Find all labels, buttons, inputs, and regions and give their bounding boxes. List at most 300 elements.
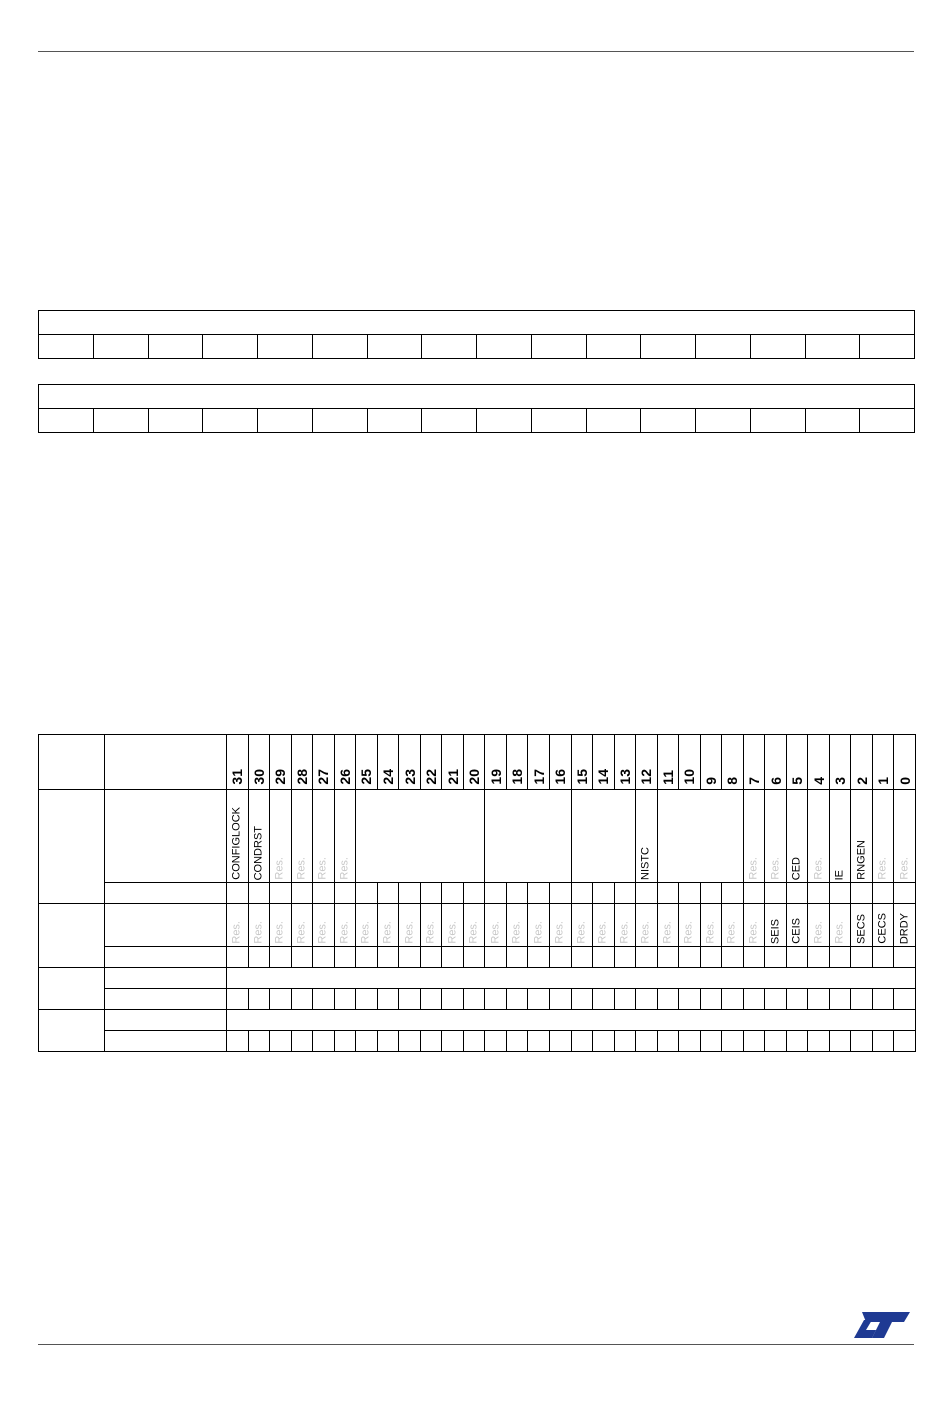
reset-value-cell (765, 989, 787, 1010)
field-cell (399, 904, 421, 947)
field-cell (808, 790, 830, 883)
reset-value-cell (872, 947, 894, 968)
field-cell (442, 904, 464, 947)
field-cell (571, 904, 593, 947)
offset-cell (39, 904, 105, 968)
field-label: Res. (273, 921, 286, 944)
reset-value-cell (528, 989, 550, 1010)
reset-value-cell (485, 883, 507, 904)
reset-value-cell (549, 947, 571, 968)
field-label: Res. (553, 921, 566, 944)
field-label: Res. (489, 921, 502, 944)
field-cell (463, 904, 485, 947)
field-cell (872, 904, 894, 947)
reset-value-cell (894, 989, 916, 1010)
field-label: Res. (769, 857, 782, 880)
bit-number-cell (722, 735, 744, 790)
offset-header-cell (39, 735, 105, 790)
field-label: Res. (747, 857, 760, 880)
bit-number-cell (227, 735, 249, 790)
field-label: Res. (661, 921, 674, 944)
bit-number-label: 14 (595, 769, 612, 785)
field-cell (851, 790, 873, 883)
reset-value-cell (356, 883, 378, 904)
reset-value-cell (894, 883, 916, 904)
reset-value-cell (442, 989, 464, 1010)
reset-value-cell (377, 947, 399, 968)
bit-number-label: 4 (810, 777, 827, 785)
reset-value-cell (377, 883, 399, 904)
field-label: Res. (338, 921, 351, 944)
bit-number-label: 20 (466, 769, 483, 785)
reset-value-cell (829, 1031, 851, 1052)
field-cell (786, 904, 808, 947)
reset-value-cell (506, 947, 528, 968)
bit-number-label: 30 (250, 769, 267, 785)
field-label: SECS (855, 914, 868, 944)
field-cell (657, 904, 679, 947)
bit-field-table-lower (38, 384, 915, 433)
bit-number-cell (614, 735, 636, 790)
reset-value-cell (270, 1031, 292, 1052)
reset-value-cell (528, 1031, 550, 1052)
register-header-cell (105, 735, 227, 790)
bit-cell (860, 409, 915, 433)
reset-value-cell (657, 1031, 679, 1052)
reset-value-cell (420, 989, 442, 1010)
bit-cell (203, 335, 258, 359)
bit-number-cell (765, 735, 787, 790)
bit-cell (367, 335, 422, 359)
reset-value-cell (636, 947, 658, 968)
field-label: CONFIGLOCK (230, 807, 243, 880)
reset-value-cell (722, 989, 744, 1010)
field-label: CEIS (790, 918, 803, 944)
field-cell (829, 904, 851, 947)
reset-value-cell (743, 989, 765, 1010)
bit-cell (93, 409, 148, 433)
reset-value-cell (227, 883, 249, 904)
bit-cell (750, 335, 805, 359)
reset-value-cell (571, 1031, 593, 1052)
field-cell (743, 790, 765, 883)
bit-number-cell (291, 735, 313, 790)
reset-value-cell (399, 947, 421, 968)
reset-value-cell (506, 883, 528, 904)
bit-number-label: 25 (358, 769, 375, 785)
reset-value-cell (743, 1031, 765, 1052)
bit-number-cell (549, 735, 571, 790)
reset-value-cell (313, 883, 335, 904)
bit-number-label: 5 (789, 777, 806, 785)
bit-number-cell (313, 735, 335, 790)
reset-value-cell (829, 989, 851, 1010)
reset-value-cell (248, 883, 270, 904)
field-cell (334, 904, 356, 947)
reset-value-cell (442, 947, 464, 968)
reset-value-cell (700, 883, 722, 904)
bit-number-cell (636, 735, 658, 790)
bit-number-label: 10 (681, 769, 698, 785)
bit-cell (203, 409, 258, 433)
reset-value-cell (657, 947, 679, 968)
register-name-cell (105, 790, 227, 883)
field-cell (743, 904, 765, 947)
reset-value-cell (722, 1031, 744, 1052)
bit-cell (586, 409, 641, 433)
bit-number-label: 12 (638, 769, 655, 785)
bit-number-cell (356, 735, 378, 790)
field-cell (894, 904, 916, 947)
reset-value-cell (636, 883, 658, 904)
bit-number-label: 11 (659, 770, 676, 785)
field-label: Res. (876, 857, 889, 880)
reset-value-cell (593, 947, 615, 968)
field-label: CECS (876, 913, 889, 944)
reset-value-cell (700, 947, 722, 968)
bit-cell (93, 335, 148, 359)
field-label: IE (833, 869, 846, 880)
field-cell (291, 904, 313, 947)
bit-cell (39, 409, 94, 433)
field-label: Res. (252, 921, 265, 944)
bit-cell (367, 409, 422, 433)
field-cell (700, 904, 722, 947)
field-cell (485, 904, 507, 947)
field-label: Res. (424, 921, 437, 944)
reset-value-cell (420, 947, 442, 968)
reset-value-cell (420, 883, 442, 904)
bit-cell (148, 409, 203, 433)
field-label: Res. (403, 921, 416, 944)
field-cell (270, 904, 292, 947)
reset-value-cell (485, 947, 507, 968)
bit-number-cell (463, 735, 485, 790)
bit-cell (477, 335, 532, 359)
bit-number-label: 31 (229, 769, 246, 785)
reset-value-cell (851, 883, 873, 904)
field-cell (227, 1010, 916, 1031)
bit-number-cell (593, 735, 615, 790)
reset-value-cell (463, 883, 485, 904)
reset-value-cell (270, 947, 292, 968)
bit-cell (258, 335, 313, 359)
reset-value-cell (442, 1031, 464, 1052)
bit-number-cell (851, 735, 873, 790)
reset-value-cell (786, 989, 808, 1010)
bit-cell (696, 409, 751, 433)
bit-number-label: 19 (487, 769, 504, 785)
field-cell (593, 904, 615, 947)
field-label: Res. (273, 857, 286, 880)
field-cell (506, 904, 528, 947)
field-cell (851, 904, 873, 947)
bit-cell (696, 335, 751, 359)
bit-number-cell (700, 735, 722, 790)
field-cell (765, 790, 787, 883)
offset-cell (39, 968, 105, 1010)
field-label: Res. (295, 921, 308, 944)
reset-value-cell (270, 883, 292, 904)
bit-field-table-upper (38, 310, 915, 359)
reset-value-cell (614, 947, 636, 968)
field-cell (722, 904, 744, 947)
register-name-cell (105, 968, 227, 989)
field-cell (334, 790, 356, 883)
field-label: Res. (898, 857, 911, 880)
reset-value-cell (442, 883, 464, 904)
field-cell (227, 968, 916, 989)
field-label: Res. (359, 921, 372, 944)
bit-number-cell (334, 735, 356, 790)
reset-value-cell (291, 883, 313, 904)
reset-value-cell (356, 989, 378, 1010)
reset-value-cell (722, 883, 744, 904)
field-cell (786, 790, 808, 883)
bit-number-cell (829, 735, 851, 790)
reset-value-cell (786, 1031, 808, 1052)
field-cell (872, 790, 894, 883)
reset-value-cell (528, 947, 550, 968)
bit-number-label: 0 (896, 777, 913, 785)
bit-number-cell (808, 735, 830, 790)
bit-number-label: 9 (702, 777, 719, 785)
field-cell (636, 790, 658, 883)
bit-number-label: 21 (444, 769, 461, 785)
reset-value-cell (291, 1031, 313, 1052)
field-label: Res. (704, 921, 717, 944)
reset-value-cell (829, 883, 851, 904)
reset-value-cell (614, 1031, 636, 1052)
field-cell (528, 904, 550, 947)
reset-value-cell (377, 989, 399, 1010)
field-cell (636, 904, 658, 947)
reset-value-cell (334, 989, 356, 1010)
field-cell (549, 904, 571, 947)
bit-number-cell (506, 735, 528, 790)
bit-number-cell (657, 735, 679, 790)
bit-number-label: 17 (530, 769, 547, 785)
field-label: Res. (381, 921, 394, 944)
offset-cell (39, 1010, 105, 1052)
bit-cell (586, 335, 641, 359)
reset-value-cell (334, 883, 356, 904)
reset-value-label-cell (105, 883, 227, 904)
field-cell (657, 790, 743, 883)
bit-cell (258, 409, 313, 433)
bit-number-cell (528, 735, 550, 790)
reset-value-cell (420, 1031, 442, 1052)
reset-value-cell (463, 989, 485, 1010)
field-cell (765, 904, 787, 947)
field-cell (248, 904, 270, 947)
reset-value-cell (399, 883, 421, 904)
bit-number-label: 18 (509, 769, 526, 785)
field-label: Res. (725, 921, 738, 944)
reset-value-cell (463, 947, 485, 968)
bit-number-cell (872, 735, 894, 790)
reset-value-cell (679, 883, 701, 904)
field-label: Res. (316, 921, 329, 944)
reset-value-cell (528, 883, 550, 904)
reset-value-cell (593, 989, 615, 1010)
reset-value-cell (851, 1031, 873, 1052)
field-label: Res. (316, 857, 329, 880)
reset-value-cell (765, 947, 787, 968)
bit-number-cell (377, 735, 399, 790)
reset-value-cell (722, 947, 744, 968)
reset-value-cell (377, 1031, 399, 1052)
field-label: Res. (446, 921, 459, 944)
reset-value-cell (786, 947, 808, 968)
bit-number-label: 28 (293, 769, 310, 785)
reset-value-cell (829, 947, 851, 968)
bit-cell (477, 409, 532, 433)
field-label: Res. (596, 921, 609, 944)
reset-value-cell (227, 1031, 249, 1052)
field-label: NISTC (639, 847, 652, 880)
reset-value-cell (571, 989, 593, 1010)
bit-number-label: 27 (315, 769, 332, 785)
reset-value-cell (872, 989, 894, 1010)
reset-value-cell (808, 883, 830, 904)
reset-value-cell (571, 947, 593, 968)
field-label: Res. (295, 857, 308, 880)
bit-number-label: 8 (724, 777, 741, 785)
field-cell (270, 790, 292, 883)
bit-cell (641, 409, 696, 433)
reset-value-cell (506, 989, 528, 1010)
register-name-cell (39, 311, 915, 335)
bit-cell (750, 409, 805, 433)
bit-number-label: 6 (767, 777, 784, 785)
reset-value-cell (549, 989, 571, 1010)
field-cell (420, 904, 442, 947)
register-map-table (38, 734, 916, 1052)
field-label: Res. (467, 921, 480, 944)
reset-value-cell (743, 947, 765, 968)
reset-value-label-cell (105, 989, 227, 1010)
bit-cell (805, 335, 860, 359)
reset-value-cell (894, 1031, 916, 1052)
bit-cell (312, 409, 367, 433)
bit-cell (805, 409, 860, 433)
reset-value-cell (679, 989, 701, 1010)
reset-value-cell (593, 1031, 615, 1052)
field-label: Res. (532, 921, 545, 944)
field-label: CONDRST (252, 825, 265, 880)
bit-cell (312, 335, 367, 359)
reset-value-cell (593, 883, 615, 904)
bit-number-cell (743, 735, 765, 790)
reset-value-cell (636, 989, 658, 1010)
reset-value-cell (657, 989, 679, 1010)
st-logo-icon (852, 1310, 910, 1340)
bit-cell (39, 335, 94, 359)
field-cell (808, 904, 830, 947)
bit-number-cell (248, 735, 270, 790)
bit-number-cell (679, 735, 701, 790)
reset-value-cell (636, 1031, 658, 1052)
reset-value-cell (313, 947, 335, 968)
reset-value-cell (786, 883, 808, 904)
reset-value-cell (334, 1031, 356, 1052)
reset-value-cell (399, 1031, 421, 1052)
reset-value-cell (765, 1031, 787, 1052)
reset-value-cell (248, 947, 270, 968)
bit-number-label: 3 (832, 777, 849, 785)
reset-value-cell (227, 989, 249, 1010)
field-cell (291, 790, 313, 883)
reset-value-cell (291, 989, 313, 1010)
bit-cell (531, 409, 586, 433)
bit-number-cell (420, 735, 442, 790)
reset-value-cell (894, 947, 916, 968)
reset-value-cell (399, 989, 421, 1010)
reset-value-cell (657, 883, 679, 904)
reset-value-cell (808, 1031, 830, 1052)
reset-value-cell (614, 883, 636, 904)
reset-value-cell (872, 1031, 894, 1052)
bit-number-cell (442, 735, 464, 790)
bit-number-label: 1 (875, 777, 892, 785)
reset-value-cell (851, 947, 873, 968)
bit-number-cell (485, 735, 507, 790)
field-cell (571, 790, 636, 883)
field-cell (377, 904, 399, 947)
field-label: Res. (575, 921, 588, 944)
reset-value-cell (851, 989, 873, 1010)
field-label: Res. (682, 921, 695, 944)
field-cell (313, 904, 335, 947)
reset-value-cell (765, 883, 787, 904)
field-label: Res. (510, 921, 523, 944)
bit-number-cell (894, 735, 916, 790)
bit-number-label: 2 (853, 777, 870, 785)
bit-number-label: 24 (379, 769, 396, 785)
bit-cell (641, 335, 696, 359)
reset-value-cell (334, 947, 356, 968)
field-cell (614, 904, 636, 947)
reset-value-label-cell (105, 1031, 227, 1052)
register-name-cell (105, 904, 227, 947)
field-cell (227, 904, 249, 947)
reset-value-cell (313, 989, 335, 1010)
field-cell (679, 904, 701, 947)
field-label: Res. (812, 921, 825, 944)
reset-value-cell (743, 883, 765, 904)
field-label: Res. (639, 921, 652, 944)
field-cell (485, 790, 571, 883)
register-name-cell (39, 385, 915, 409)
bit-number-label: 26 (336, 769, 353, 785)
reset-value-cell (506, 1031, 528, 1052)
field-label: Res. (338, 857, 351, 880)
field-label: Res. (230, 921, 243, 944)
field-label: RNGEN (855, 840, 868, 880)
field-cell (227, 790, 249, 883)
field-cell (356, 904, 378, 947)
reset-value-cell (313, 1031, 335, 1052)
bit-cell (422, 409, 477, 433)
bit-number-label: 23 (401, 769, 418, 785)
bit-cell (860, 335, 915, 359)
bit-cell (422, 335, 477, 359)
field-label: CED (790, 856, 803, 880)
reset-value-cell (463, 1031, 485, 1052)
reset-value-cell (808, 989, 830, 1010)
reset-value-cell (248, 1031, 270, 1052)
